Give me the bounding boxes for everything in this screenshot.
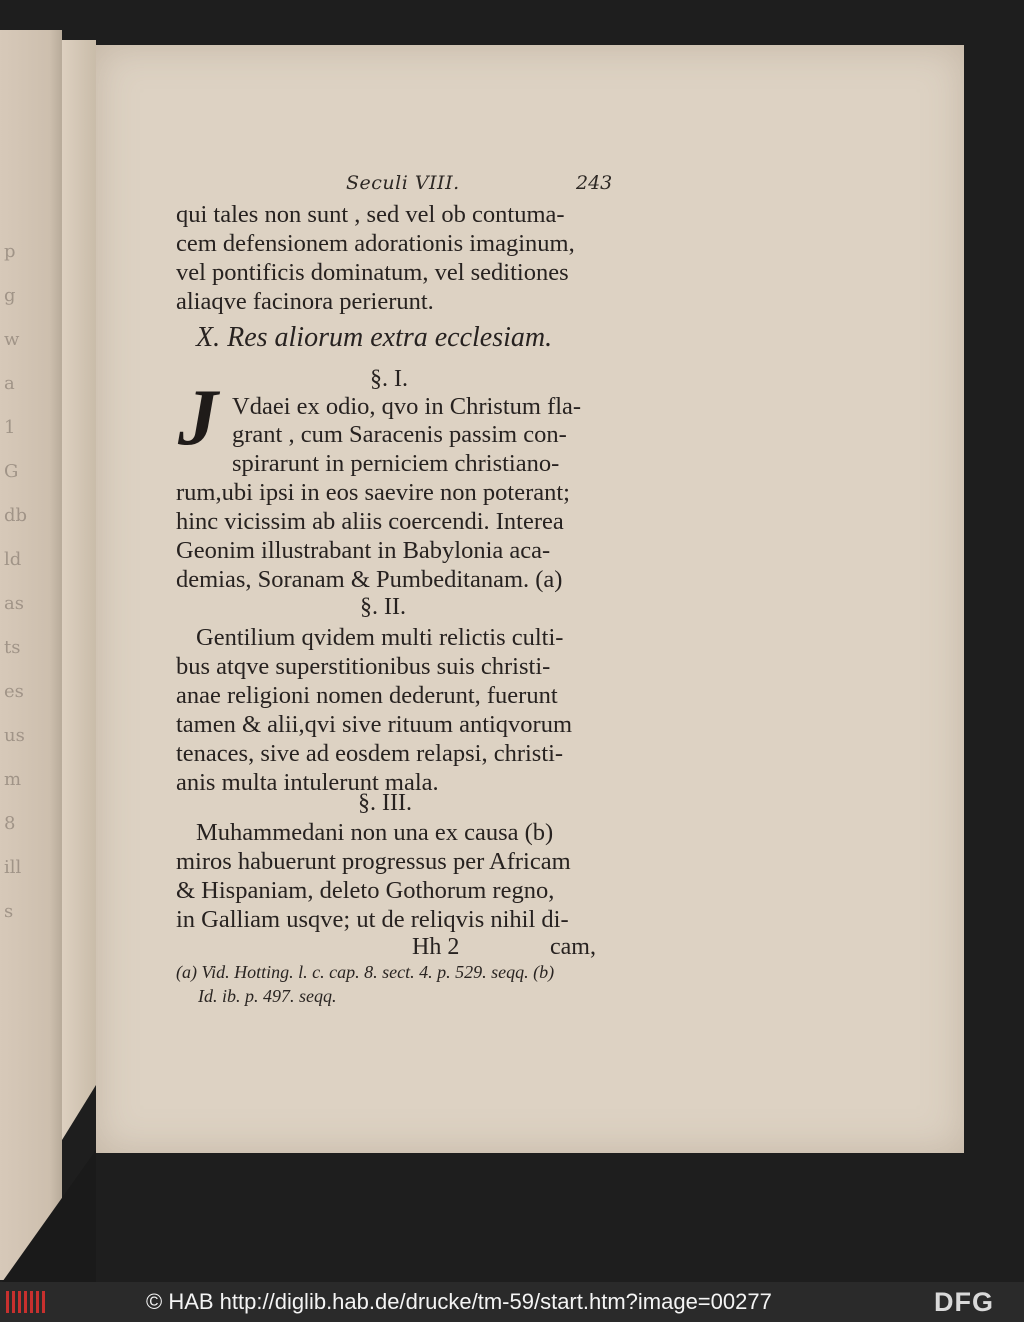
drop-capital: J	[178, 374, 218, 462]
left-page-fragment: w	[4, 329, 20, 350]
left-page-edge	[0, 30, 62, 1280]
paragraph-3-line: Muhammedani non una ex causa (b)	[196, 819, 554, 846]
body-line: cem defensionem adorationis imaginum,	[176, 230, 575, 257]
paragraph-1-line: Vdaei ex odio, qvo in Christum fla-	[232, 393, 582, 420]
paragraph-2-line: bus atqve superstitionibus suis christi-	[176, 653, 551, 680]
left-page-fragment: as	[4, 593, 24, 614]
paragraph-2-line: tamen & alii,qvi sive rituum antiqvorum	[176, 711, 573, 738]
paragraph-1-line: grant , cum Saracenis passim con-	[232, 421, 567, 448]
left-page-fragment: es	[4, 681, 24, 702]
running-title: Seculi VIII.	[346, 172, 460, 194]
paragraph-2-line: Gentilium qvidem multi relictis culti-	[196, 624, 564, 651]
paragraph-1-line: spirarunt in perniciem christiano-	[232, 450, 560, 477]
left-page-fragment: G	[4, 461, 19, 482]
section-mark-2: §. II.	[360, 594, 406, 620]
body-line: vel pontificis dominatum, vel seditiones	[176, 259, 569, 286]
chapter-heading: X. Res aliorum extra ecclesiam.	[196, 322, 553, 353]
paragraph-2-line: anis multa intulerunt mala.	[176, 769, 439, 796]
left-page-fragment: us	[4, 725, 25, 746]
paragraph-1-line: rum,ubi ipsi in eos saevire non poterant;	[176, 479, 570, 506]
barcode-icon	[6, 1291, 48, 1313]
source-link[interactable]: © HAB http://diglib.hab.de/drucke/tm-59/start.htm?image=00277	[146, 1289, 772, 1314]
left-page-fragment: g	[4, 285, 16, 306]
left-page-fragment: ill	[4, 857, 22, 878]
paragraph-1-line: demias, Soranam & Pumbeditanam. (a)	[176, 566, 563, 593]
left-page-fragment: 8	[4, 813, 16, 834]
section-mark-1: §. I.	[370, 366, 408, 392]
section-mark-3: §. III.	[358, 790, 412, 816]
left-page-fragment: m	[4, 769, 22, 790]
viewer-footer	[0, 1282, 1024, 1322]
left-page-fragment: s	[4, 901, 14, 922]
left-page-fragment: ld	[4, 549, 22, 570]
body-line: aliaqve facinora perierunt.	[176, 288, 434, 315]
left-page-text-fragments	[4, 230, 30, 934]
catchword: cam,	[550, 934, 596, 960]
left-page-fragment: 1	[4, 417, 16, 438]
left-page-fragment: p	[4, 241, 16, 262]
body-line: qui tales non sunt , sed vel ob contuma-	[176, 201, 565, 228]
footnote-line: (a) Vid. Hotting. l. c. cap. 8. sect. 4. p. 529. seqq. (b)	[176, 962, 555, 982]
left-page-fragment: a	[4, 373, 15, 394]
paragraph-3-line: miros habuerunt progressus per Africam	[176, 848, 571, 875]
footnote-line: Id. ib. p. 497. seqq.	[198, 986, 337, 1006]
page-number: 243	[576, 172, 613, 194]
left-page-fragment: db	[4, 505, 28, 526]
paragraph-1-line: hinc vicissim ab aliis coercendi. Interea	[176, 508, 564, 535]
left-page-fragment: ts	[4, 637, 21, 658]
left-page-fold	[62, 40, 96, 1140]
paragraph-2-line: anae religioni nomen dederunt, fuerunt	[176, 682, 558, 709]
paragraph-1-line: Geonim illustrabant in Babylonia aca-	[176, 537, 551, 564]
dfg-logo: DFG	[934, 1287, 994, 1317]
paragraph-3-line: in Galliam usqve; ut de reliqvis nihil di-	[176, 906, 569, 933]
paragraph-2-line: tenaces, sive ad eosdem relapsi, christi-	[176, 740, 564, 767]
paragraph-3-line: & Hispaniam, deleto Gothorum regno,	[176, 877, 555, 904]
signature-mark: Hh 2	[412, 934, 460, 960]
